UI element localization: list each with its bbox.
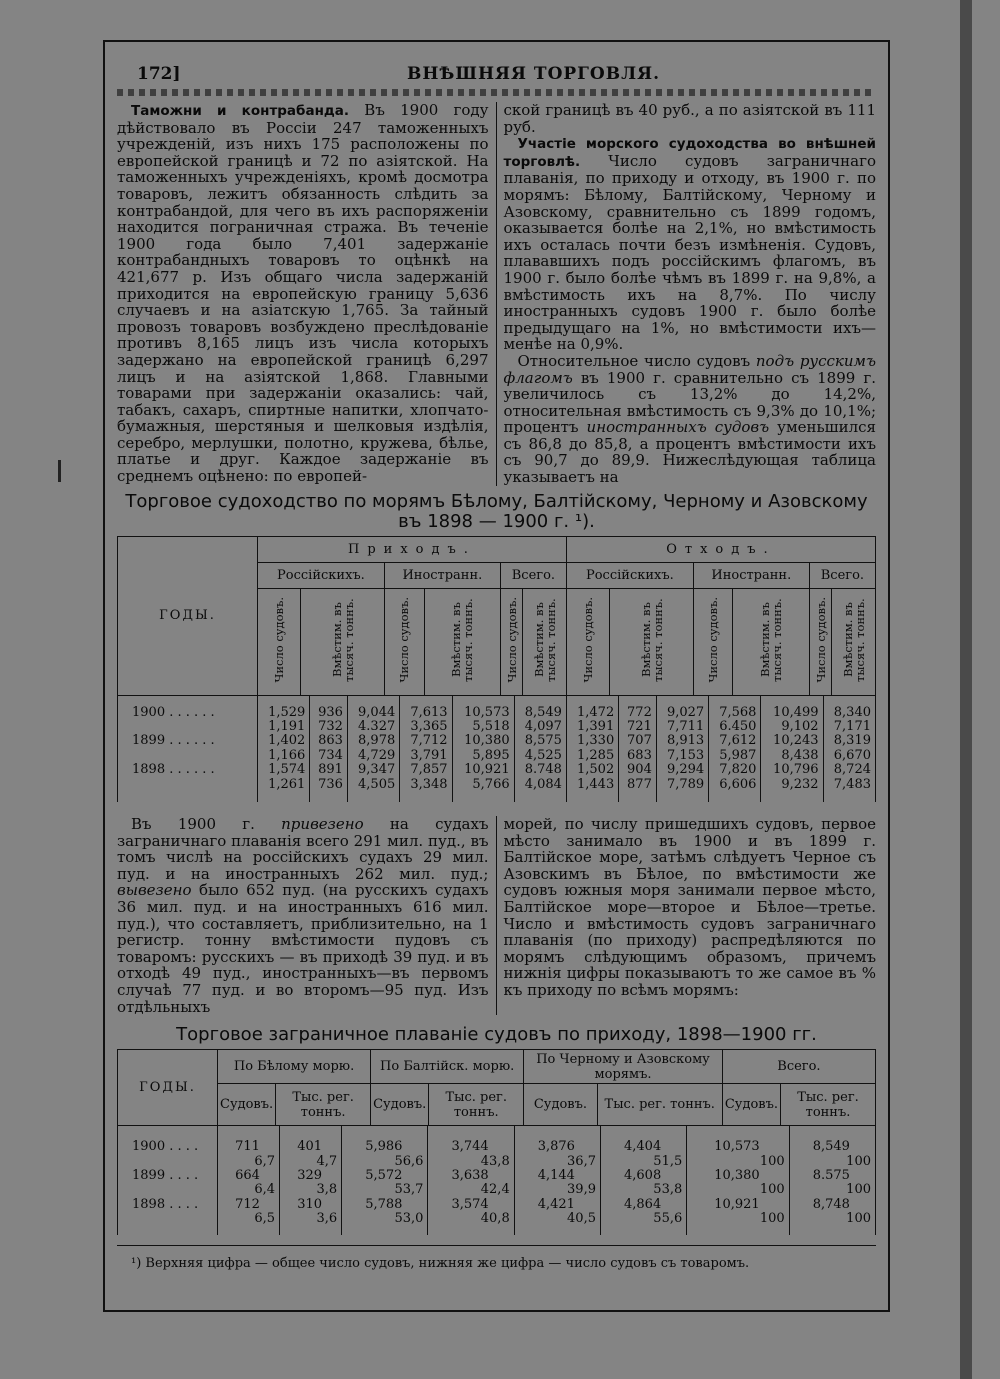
years-header: ГОДЫ. [118, 536, 258, 695]
sea-header: Всего. [722, 1050, 875, 1084]
data-cell: 8,549 [514, 696, 566, 720]
data-cell: 4,608 [600, 1169, 686, 1183]
data-cell: 53,7 [342, 1183, 428, 1197]
data-cell: 56,6 [342, 1155, 428, 1169]
table1-title: Торговое судоходство по морямъ Бѣлому, Балтійскому, Черному и Азовскому въ 1898 — 1900 г. ¹). [125, 490, 868, 532]
text-run: уменьшился съ 86,8 до 85,8, а процентъ вмѣстимости ихъ съ 90,7 до 89,9. Нижеслѣдующая таблица указываетъ на [503, 418, 877, 487]
table2-body [117, 1126, 876, 1234]
group-header: Всего. [809, 562, 875, 588]
data-cell: 772 [619, 696, 657, 720]
sub-header-label: Вмѣстим. въ тысяч. тоннъ. [531, 597, 558, 682]
sub-header [384, 588, 424, 695]
ships-header: Судовъ. [371, 1084, 429, 1126]
table-row [118, 1198, 876, 1212]
data-cell: 7,483 [823, 778, 875, 802]
table-row [118, 1126, 876, 1154]
group-header: Россійскихъ. [258, 562, 385, 588]
table-row [118, 1212, 876, 1234]
data-cell: 8,575 [514, 734, 566, 748]
right-column [497, 102, 877, 486]
data-cell: 5,987 [709, 749, 761, 763]
data-cell: 7,613 [400, 696, 452, 720]
data-cell: 1,391 [566, 720, 618, 734]
data-cell: 40,8 [428, 1212, 514, 1234]
sea-header: По Бѣлому морю. [218, 1050, 371, 1084]
data-cell: 1,443 [566, 778, 618, 802]
group-header: Всего. [500, 562, 566, 588]
t2-group-row [118, 1050, 876, 1084]
tons-header: Тыс. рег. тоннъ. [781, 1084, 876, 1126]
page-binding-edge [960, 0, 972, 1379]
sub-header-label: Число судовъ. [706, 596, 721, 683]
seas-paragraph: морей, по числу пришедшихъ судовъ, первое мѣсто занимало въ 1900 и въ 1899 г. Балтійское море, затѣмъ слѣдуетъ Черное съ Азовскимъ въ Бѣлое, по вмѣстимости же судовъ южныя моря занимали первое мѣсто, Балтійское море—второе и Бѣлое—третье. Число и вмѣстимость судовъ заграничнаго плаванія (по приходу) распредѣляются по морямъ слѣдующимъ образомъ, причемъ нижнія цифры показываютъ то же самое въ % къ приходу по всѣмъ морямъ: [503, 815, 876, 1000]
sub-header [500, 588, 523, 695]
data-cell: 7,153 [656, 749, 708, 763]
data-cell: 1,502 [566, 763, 618, 777]
data-cell: 4,525 [514, 749, 566, 763]
sub-header [832, 588, 876, 695]
continuation-text: ской границѣ въ 40 руб., а по азіятской въ 111 руб. [503, 101, 876, 136]
table-arrivals-by-seas [117, 1049, 876, 1126]
data-cell: 401 [280, 1126, 342, 1154]
data-cell: 1,330 [566, 734, 618, 748]
data-cell: 8,978 [347, 734, 399, 748]
data-cell: 734 [310, 749, 348, 763]
data-cell: 877 [619, 778, 657, 802]
data-cell: 7,820 [709, 763, 761, 777]
data-cell: 4,7 [280, 1155, 342, 1169]
data-cell: 8,438 [761, 749, 823, 763]
data-cell: 53,0 [342, 1212, 428, 1234]
middle-left-column [117, 816, 497, 1015]
data-cell: 5,895 [452, 749, 514, 763]
data-cell: 1,166 [258, 749, 310, 763]
group-header: Россійскихъ. [566, 562, 693, 588]
shipping-text: Число судовъ заграничнаго плаванія, по приходу и отходу, въ 1900 г. по морямъ: Бѣлому, Балтійскому, Черному и Азовскому, сравнительно съ 1899 годомъ, оказывается болѣе на 2,1%, но вмѣстимость ихъ осталась почти безъ измѣненія. Судовъ, плававшихъ подъ россійскимъ флагомъ, въ 1900 г. было болѣе чѣмъ въ 1899 г. на 9,8%, а вмѣстимость ихъ на 8,7%. По числу иностранныхъ судовъ 1900 г. было болѣе предыдущаго на 1%, но вмѣстимости ихъ—менѣе на 0,9%. [503, 151, 876, 354]
data-cell: 8,913 [656, 734, 708, 748]
data-cell: 891 [310, 763, 348, 777]
data-cell: 9,294 [656, 763, 708, 777]
italic-run: иностранныхъ судовъ [586, 418, 770, 437]
footnote: ¹) Верхняя цифра — общее число судовъ, нижняя же цифра — число судовъ съ товаромъ. [117, 1245, 876, 1271]
data-cell: 1,261 [258, 778, 310, 802]
data-cell: 36,7 [514, 1155, 600, 1169]
table-row [118, 1169, 876, 1183]
data-cell: 100 [687, 1155, 789, 1169]
data-cell: 5,766 [452, 778, 514, 802]
data-cell: 8,340 [823, 696, 875, 720]
sub-header-label: Число судовъ. [504, 596, 519, 683]
data-cell: 7,171 [823, 720, 875, 734]
data-cell: 100 [789, 1183, 875, 1197]
data-cell: 55,6 [600, 1212, 686, 1234]
sea-header: По Черному и Азовскому морямъ. [524, 1050, 723, 1084]
sub-header [424, 588, 500, 695]
year-cell: 1899 . . . . [118, 1169, 218, 1183]
year-cell [118, 778, 258, 802]
italic-run: вывезено [117, 881, 192, 900]
data-cell: 863 [310, 734, 348, 748]
data-cell: 736 [310, 778, 348, 802]
data-cell: 4,505 [347, 778, 399, 802]
data-cell: 1,402 [258, 734, 310, 748]
data-cell: 1,472 [566, 696, 618, 720]
left-column [117, 102, 497, 486]
text-run: Относительное число судовъ [517, 351, 756, 370]
ships-header: Судовъ. [524, 1084, 597, 1126]
year-cell [118, 1212, 218, 1234]
table-row [118, 1155, 876, 1169]
data-cell: 8,319 [823, 734, 875, 748]
tons-header: Тыс. рег. тоннъ. [429, 1084, 524, 1126]
year-cell: 1900 . . . . [118, 1126, 218, 1154]
year-cell [118, 749, 258, 763]
table-row [118, 749, 876, 763]
section-heading-customs: Таможни и контрабанда. [131, 103, 350, 119]
data-cell: 100 [789, 1155, 875, 1169]
data-cell: 42,4 [428, 1183, 514, 1197]
year-cell [118, 1155, 218, 1169]
sub-header-label: Число судовъ. [581, 596, 596, 683]
sub-header [610, 588, 693, 695]
data-cell: 100 [687, 1183, 789, 1197]
t2-years-header: ГОДЫ. [118, 1050, 218, 1126]
sub-header [566, 588, 609, 695]
data-cell: 3,6 [280, 1212, 342, 1234]
data-cell: 5,572 [342, 1169, 428, 1183]
data-cell: 3,791 [400, 749, 452, 763]
data-cell: 4,097 [514, 720, 566, 734]
data-cell: 4,404 [600, 1126, 686, 1154]
data-cell: 732 [310, 720, 348, 734]
table-row [118, 1183, 876, 1197]
data-cell: 1,285 [566, 749, 618, 763]
data-cell: 100 [789, 1212, 875, 1234]
ships-header: Судовъ. [218, 1084, 276, 1126]
data-cell: 7,711 [656, 720, 708, 734]
data-cell: 10,921 [452, 763, 514, 777]
t2-sub-row [118, 1084, 876, 1126]
import-paragraph [117, 816, 489, 1015]
data-cell: 7,712 [400, 734, 452, 748]
scan-mark [58, 460, 61, 482]
sub-header-label: Число судовъ. [272, 596, 287, 683]
data-cell: 6,5 [218, 1212, 280, 1234]
ships-header: Судовъ. [722, 1084, 780, 1126]
top-columns [117, 102, 876, 486]
text-run: было 652 пуд. (на русскихъ судахъ 36 мил. пуд. и на иностранныхъ 616 мил. пуд.), что составляетъ, приблизительно, на 1 регистр. тонну вмѣстимости пудовъ съ товаромъ: русскихъ — въ приходѣ 39 пуд. и въ отходѣ 49 пуд., иностранныхъ—въ первомъ случаѣ 77 пуд. и во второмъ—95 пуд. Изъ отдѣльныхъ [117, 881, 489, 1016]
page-header [117, 54, 876, 84]
table1-rows [118, 696, 876, 802]
table1-body [117, 696, 876, 802]
data-cell: 6,4 [218, 1183, 280, 1197]
data-cell: 329 [280, 1169, 342, 1183]
section-heading-shipping: Участіе морского судоходства во внѣшней торговлѣ. [503, 136, 876, 170]
data-cell: 8.748 [514, 763, 566, 777]
year-cell: 1899 . . . . . . [118, 734, 258, 748]
sub-header-label: Число судовъ. [397, 596, 412, 683]
data-cell: 4,729 [347, 749, 399, 763]
data-cell: 664 [218, 1169, 280, 1183]
data-cell: 53,8 [600, 1183, 686, 1197]
data-cell: 707 [619, 734, 657, 748]
group-header: Иностранн. [693, 562, 809, 588]
data-cell: 10,573 [452, 696, 514, 720]
tons-header: Тыс. рег. тоннъ. [597, 1084, 722, 1126]
group-header: Иностранн. [384, 562, 500, 588]
sub-header-label: Вмѣстим. въ тысяч. тоннъ. [638, 597, 665, 682]
data-cell: 3,638 [428, 1169, 514, 1183]
data-cell: 5,518 [452, 720, 514, 734]
data-cell: 6.450 [709, 720, 761, 734]
data-cell: 10,796 [761, 763, 823, 777]
data-cell: 51,5 [600, 1155, 686, 1169]
data-cell: 936 [310, 696, 348, 720]
sub-header-label: Вмѣстим. въ тысяч. тоннъ. [758, 597, 785, 682]
sub-header [301, 588, 384, 695]
data-cell: 6,670 [823, 749, 875, 763]
data-cell: 9,232 [761, 778, 823, 802]
sub-header [258, 588, 301, 695]
data-cell: 3,574 [428, 1198, 514, 1212]
data-cell: 43,8 [428, 1155, 514, 1169]
table-row [118, 720, 876, 734]
data-cell: 7,568 [709, 696, 761, 720]
table-row [118, 734, 876, 748]
middle-columns [117, 816, 876, 1015]
data-cell: 10,380 [687, 1169, 789, 1183]
sub-header-label: Вмѣстим. въ тысяч. тоннъ. [840, 597, 867, 682]
data-cell: 9,102 [761, 720, 823, 734]
sea-header: По Балтійск. морю. [371, 1050, 524, 1084]
data-cell: 4,421 [514, 1198, 600, 1212]
data-cell: 711 [218, 1126, 280, 1154]
year-cell [118, 720, 258, 734]
book-page [103, 40, 890, 1312]
data-cell: 6,7 [218, 1155, 280, 1169]
sub-header [733, 588, 809, 695]
year-cell: 1898 . . . . . . [118, 763, 258, 777]
text-run: въ 1900 г. сравнительно съ 1899 г. увеличилось съ 13,2% до 14,2%, относительная вмѣстимость съ 9,3% до 10,1%; процентъ [503, 368, 876, 437]
data-cell: 1,529 [258, 696, 310, 720]
customs-text: Въ 1900 году дѣйствовало въ Россіи 247 таможенныхъ учрежденій, изъ нихъ 175 расположены по европейской границѣ и 72 по азіятской. На таможенныхъ учрежденіяхъ, кромѣ досмотра товаровъ, лежитъ обязанность слѣдить за контрабандой, для чего въ ихъ распоряженіи находится пограничная стража. Въ теченіе 1900 года было 7,401 задержаніе контрабандныхъ товаровъ то оцѣнкѣ на 421,677 р. Изъ общаго числа задержаній приходится на европейскую границу 5,636 случаевъ и на азіатскую 1,765. За тайный провозъ товаровъ возбуждено преслѣдованіе противъ 8,165 лицъ изъ числа которыхъ задержано на европейской границѣ 6,297 лицъ и на азіятской 1,868. Главными товарами при задержаніи оказались: чай, табакъ, сахаръ, спиртные напитки, хлопчато-бумажныя, шерстяныя и шелковыя издѣлія, серебро, мерлушки, полотно, кружева, бѣлье, платье и друг. Каждое задержаніе въ среднемъ оцѣнено: по европей- [117, 101, 489, 486]
data-cell: 9,347 [347, 763, 399, 777]
table2-rows [118, 1126, 876, 1234]
data-cell: 4,864 [600, 1198, 686, 1212]
data-cell: 721 [619, 720, 657, 734]
sub-header [523, 588, 566, 695]
data-cell: 1,191 [258, 720, 310, 734]
sub-header-label: Число судовъ. [813, 596, 828, 683]
year-cell: 1898 . . . . [118, 1198, 218, 1212]
data-cell: 5,788 [342, 1198, 428, 1212]
year-cell: 1900 . . . . . . [118, 696, 258, 720]
sub-header-label: Вмѣстим. въ тысяч. тоннъ. [449, 597, 476, 682]
data-cell: 10,380 [452, 734, 514, 748]
table-row [118, 778, 876, 802]
data-cell: 3,744 [428, 1126, 514, 1154]
italic-run: привезено [281, 815, 364, 834]
data-cell: 3,365 [400, 720, 452, 734]
data-cell: 4,144 [514, 1169, 600, 1183]
relative-number-paragraph [504, 353, 877, 486]
page-number: 172] [137, 64, 181, 84]
data-cell: 10,573 [687, 1126, 789, 1154]
data-cell: 7,789 [656, 778, 708, 802]
data-cell: 10,921 [687, 1198, 789, 1212]
tons-header: Тыс. рег. тоннъ. [276, 1084, 371, 1126]
table-shipping-by-seas [117, 536, 876, 696]
arrival-header: Приходъ. [258, 536, 567, 562]
data-cell: 100 [687, 1212, 789, 1234]
data-cell: 7,857 [400, 763, 452, 777]
data-cell: 8,549 [789, 1126, 875, 1154]
data-cell: 8,748 [789, 1198, 875, 1212]
data-cell: 10,499 [761, 696, 823, 720]
text-run: на судахъ заграничнаго плаванія всего 291 мил. пуд., въ томъ числѣ на россійскихъ судахъ 29 мил. пуд. и на иностранныхъ 262 мил. пуд.; [117, 815, 489, 883]
data-cell: 4.327 [347, 720, 399, 734]
data-cell: 3,8 [280, 1183, 342, 1197]
sub-header-label: Вмѣстим. въ тысяч. тоннъ. [329, 597, 356, 682]
data-cell: 8,724 [823, 763, 875, 777]
data-cell: 683 [619, 749, 657, 763]
data-cell: 9,044 [347, 696, 399, 720]
data-cell: 904 [619, 763, 657, 777]
sub-header [809, 588, 832, 695]
sub-header [693, 588, 733, 695]
running-title: ВНѢШНЯЯ ТОРГОВЛЯ. [407, 64, 661, 84]
data-cell: 10,243 [761, 734, 823, 748]
data-cell: 3,876 [514, 1126, 600, 1154]
table-row [118, 696, 876, 720]
header-rule [117, 89, 876, 96]
data-cell: 39,9 [514, 1183, 600, 1197]
data-cell: 3,348 [400, 778, 452, 802]
text-run: Въ 1900 г. [131, 815, 282, 834]
data-cell: 5,986 [342, 1126, 428, 1154]
table-row [118, 763, 876, 777]
data-cell: 4,084 [514, 778, 566, 802]
data-cell: 6,606 [709, 778, 761, 802]
data-cell: 8.575 [789, 1169, 875, 1183]
table2-title: Торговое заграничное плаваніе судовъ по приходу, 1898—1900 гг. [176, 1024, 817, 1046]
data-cell: 9,027 [656, 696, 708, 720]
data-cell: 7,612 [709, 734, 761, 748]
italic-run: подъ русскимъ флагомъ [503, 351, 876, 387]
data-cell: 712 [218, 1198, 280, 1212]
data-cell: 1,574 [258, 763, 310, 777]
data-cell: 310 [280, 1198, 342, 1212]
year-cell [118, 1183, 218, 1197]
middle-right-column [497, 816, 877, 1015]
departure-header: Отходъ. [566, 536, 875, 562]
data-cell: 40,5 [514, 1212, 600, 1234]
